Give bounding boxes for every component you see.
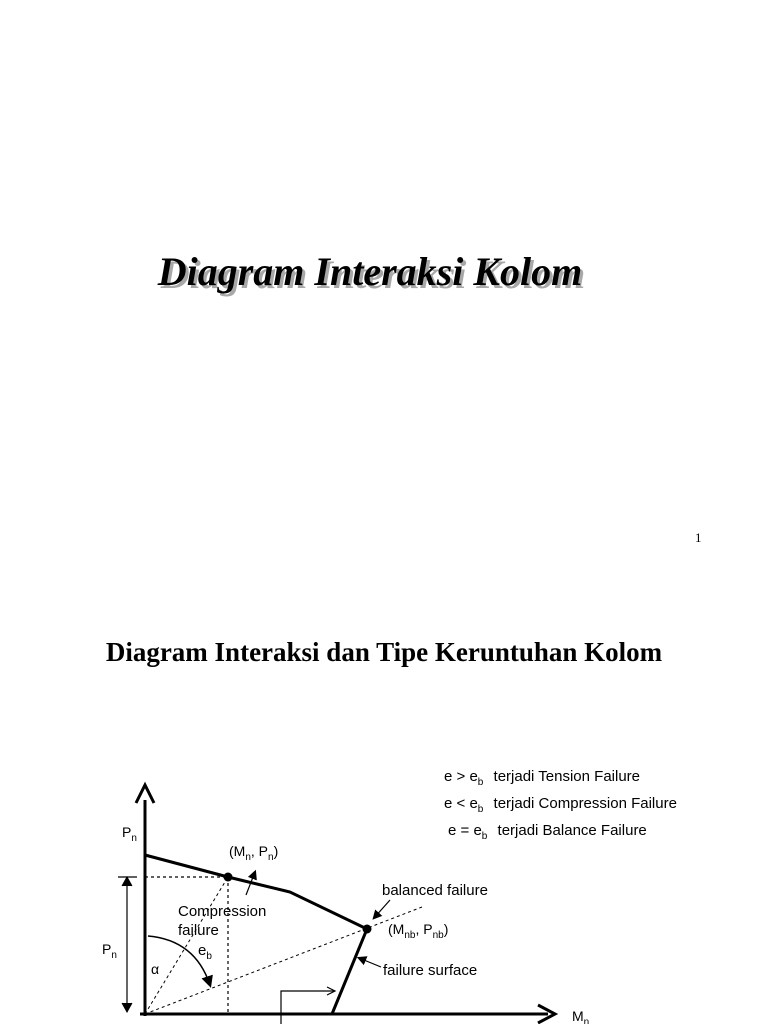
eccentricity-line [145, 877, 228, 1014]
slide-title: Diagram Interaksi Kolom [157, 249, 583, 294]
pn-dimension-arrow-bottom [122, 1003, 132, 1012]
x-axis-label: $M_n$ [572, 1008, 590, 1024]
y-axis-label: $P_n$ [122, 824, 137, 844]
mn-pn-point [224, 873, 233, 882]
compression-label: Compression [178, 903, 267, 920]
balanced-point [363, 925, 372, 934]
pn-dimension-label: $P_n$ [102, 941, 117, 961]
page-number: 1 [695, 530, 702, 545]
point-label: ($M_n$, $P_n$) [229, 843, 279, 863]
legend-cond: $e = e_b$ [448, 822, 488, 842]
balanced-failure-label: balanced failure [382, 882, 488, 899]
legend-desc: terjadi Compression Failure [493, 795, 677, 812]
slide2-title: Diagram Interaksi dan Tipe Keruntuhan Kolom [105, 637, 663, 667]
pn-dimension-arrow-top [122, 877, 132, 886]
legend-desc: terjadi Tension Failure [493, 768, 641, 785]
failure-label: failure [178, 922, 219, 939]
balanced-point-label: ($M_{nb}$, $P_{nb}$) [388, 921, 449, 941]
tension-arrow [281, 991, 334, 1024]
balanced-failure-arrow [374, 900, 390, 918]
alpha-label: α [151, 961, 160, 977]
legend-cond: $e > e_b$ [444, 768, 484, 788]
failure-surface-arrow [359, 958, 381, 967]
legend-desc: terjadi Balance Failure [497, 822, 647, 839]
eb-label: $e_b$ [198, 942, 212, 962]
failure-surface-label: failure surface [383, 962, 478, 979]
legend-cond: $e < e_b$ [444, 795, 484, 815]
